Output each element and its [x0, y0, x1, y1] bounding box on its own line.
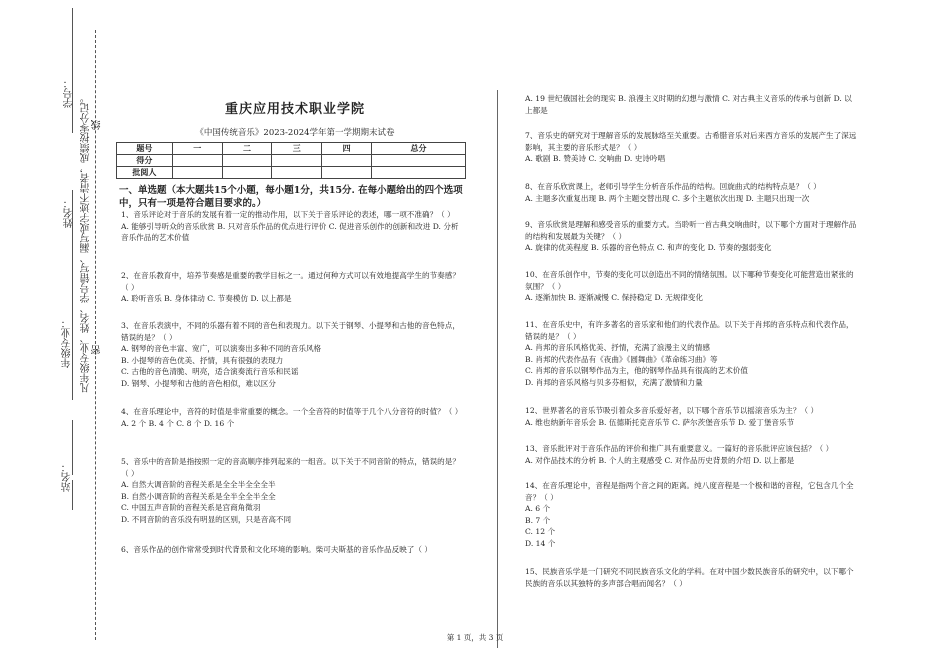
question-option: B. 肖邦的代表作品有《夜曲》《圆舞曲》《革命练习曲》等 — [525, 354, 718, 364]
question-13 — [525, 443, 857, 466]
score-input-cell[interactable] — [272, 155, 322, 167]
question-option: C. 12 个 — [525, 527, 556, 536]
question-6 — [121, 544, 466, 556]
question-option: A. 主题多次重复出现 B. 两个主题交替出现 C. 多个主题依次出现 D. 主题只出现一次 — [525, 193, 810, 203]
grader-input-cell[interactable] — [172, 167, 222, 179]
question-stem: 9、音乐欣赏是理解和感受音乐的重要方式。当聆听一首古典交响曲时，以下哪个方面对于理解作品的结构和发展最为关键？（ ） — [525, 220, 857, 241]
grader-input-cell[interactable] — [322, 167, 372, 179]
line-mark: 线 — [92, 120, 103, 130]
question-stem: 2、在音乐教育中，培养节奏感是重要的教学目标之一。通过何种方式可以有效地提高学生的节奏感？（ ） — [121, 271, 460, 292]
binding-margin — [0, 0, 112, 672]
question-7 — [525, 130, 857, 165]
score-input-cell[interactable] — [222, 155, 272, 167]
question-stem: 8、在音乐欣赏课上，老师引导学生分析音乐作品的结构。回旋曲式的结构特点是？（ ） — [525, 182, 821, 191]
question-2 — [121, 270, 466, 305]
question-option: D. 不同音阶的音乐没有明显的区别，只是音高不同 — [121, 514, 292, 524]
student-id-label: 学号： — [64, 78, 75, 108]
question-stem: 4、在音乐理论中，音符的时值是非常重要的概念。一个全音符的时值等于几个八分音符的时值？（ ） — [121, 407, 463, 416]
question-stem: 7、音乐史的研究对于理解音乐的发展脉络至关重要。古希腊音乐对后来西方音乐的发展产生了深远影响，其主要的音乐形式是？（ ） — [525, 131, 857, 152]
question-option: A. 对作品技术的分析 B. 个人的主观感受 C. 对作品历史背景的介绍 D. 以上都是 — [525, 455, 795, 465]
question-option: A. 钢琴的音色丰富、宽广，可以演奏出多种不同的音乐风格 — [121, 344, 322, 353]
question-6-options — [525, 93, 857, 116]
question-option: D. 肖邦的音乐风格与贝多芬相似，充满了激情和力量 — [525, 377, 703, 387]
question-12 — [525, 405, 857, 428]
page-footer: 第 1 页，共 3 页 — [446, 633, 504, 642]
school-name: 重庆应用技术职业学院 — [224, 102, 365, 117]
score-table-cell: 题号 — [117, 143, 173, 155]
question-option: B. 自然小调音阶的音程关系是全半全全半全全 — [121, 491, 276, 501]
question-3 — [121, 320, 466, 389]
score-table-cell: 二 — [222, 143, 272, 155]
question-option: A. 肖邦的音乐风格优美、抒情，充满了浪漫主义的情感 — [525, 343, 710, 352]
question-stem: 15、民族音乐学是一门研究不同民族音乐文化的学科。在对中国少数民族音乐的研究中，以下哪个民族的音乐以其独特的多声部合唱而闻名？（ ） — [525, 567, 854, 588]
grader-input-cell[interactable] — [371, 167, 465, 179]
question-option: D. 14 个 — [525, 538, 556, 548]
score-row-label: 得分 — [117, 155, 173, 167]
question-8 — [525, 181, 857, 204]
question-4 — [121, 406, 466, 429]
score-table — [116, 142, 466, 179]
question-option: A. 能够引导听众的音乐欣赏 B. 只对音乐作品的优点进行评价 C. 促进音乐创作的创新和改进 D. 分析音乐作品的艺术价值 — [121, 221, 459, 242]
score-table-cell: 一 — [172, 143, 222, 155]
question-option: C. 古他的音色清脆、明亮，适合演奏流行音乐和民谣 — [121, 367, 299, 376]
grader-input-cell[interactable] — [222, 167, 272, 179]
grader-row-label: 批阅人 — [117, 167, 173, 179]
score-table-cell: 三 — [272, 143, 322, 155]
question-option: A. 自然大调音阶的音程关系是全全半全全全半 — [121, 480, 276, 489]
question-5 — [121, 456, 466, 525]
grader-row — [117, 167, 466, 179]
question-stem: 10、在音乐创作中，节奏的变化可以创造出不同的情绪氛围。以下哪种节奏变化可能营造出紧张的氛围？（ ） — [525, 270, 854, 291]
question-stem: 5、音乐中的音阶是指按照一定的音高顺序排列起来的一组音。以下关于不同音阶的特点，错误的是？（ ） — [121, 457, 460, 478]
question-1 — [121, 209, 466, 244]
question-option: A. 聆听音乐 B. 身体律动 C. 节奏模仿 D. 以上都是 — [121, 294, 292, 303]
student-id-line — [72, 8, 73, 133]
question-option: A. 6 个 — [525, 504, 551, 513]
score-input-cell[interactable] — [322, 155, 372, 167]
exam-title: 《中国传统音乐》2023-2024学年第一学期期末试卷 — [195, 128, 395, 138]
question-stem: 14、在音乐理论中，音程是指两个音之间的距离。纯八度音程是一个极和谐的音程，它包含几个全音？（ ） — [525, 481, 854, 502]
question-stem: 11、在音乐史中，有许多著名的音乐家和他们的代表作品。以下关于肖邦的音乐特点和代表作品，错误的是？（ ） — [525, 320, 854, 341]
grader-input-cell[interactable] — [272, 167, 322, 179]
question-option: A. 歌剧 B. 赞美诗 C. 交响曲 D. 史诗吟唱 — [525, 154, 666, 163]
column-divider — [497, 90, 498, 648]
question-option: A. 逐渐加快 B. 逐渐减慢 C. 保持稳定 D. 无规律变化 — [525, 293, 704, 302]
score-table-header-row — [117, 143, 466, 155]
question-option: D. 钢琴、小提琴和古他的音色相似，难以区分 — [121, 378, 276, 388]
score-row — [117, 155, 466, 167]
school-label: 站名： — [62, 462, 73, 492]
question-stem: 13、音乐批评对于音乐作品的评价和推广具有重要意义。一篇好的音乐批评应该包括？（ ） — [525, 444, 834, 453]
question-option: A. 维也纳新年音乐会 B. 伍德斯托克音乐节 C. 萨尔茨堡音乐节 D. 爱丁堡音乐节 — [525, 417, 795, 427]
question-option: A. 2 个 B. 4 个 C. 8 个 D. 16 个 — [121, 418, 235, 428]
question-stem: 6、音乐作品的创作常常受到时代背景和文化环境的影响。柴可夫斯基的音乐作品反映了（ ） — [121, 545, 432, 554]
question-10 — [525, 269, 857, 304]
score-input-cell[interactable] — [172, 155, 222, 167]
question-stem: 12、世界著名的音乐节吸引着众多音乐爱好者，以下哪个音乐节以摇滚音乐为主？（ ） — [525, 406, 819, 415]
name-label: 姓名： — [64, 198, 75, 228]
question-stem: 1、音乐评论对于音乐的发展有着一定的推动作用，以下关于音乐评论的表述，哪一项不准确？（ ） — [121, 210, 455, 219]
question-14 — [525, 480, 857, 549]
question-option: A. 19 世纪俄国社会的现实 B. 浪漫主义时期的幻想与激情 C. 对古典主义音乐的传承与创新 D. 以上都是 — [525, 94, 852, 115]
score-table-cell: 总分 — [371, 143, 465, 155]
question-11 — [525, 319, 857, 388]
seal-mark: 密 — [92, 345, 103, 355]
section-one-heading: 一、单选题（本大题共15个小题，每小题1分，共15分. 在每小题给出的四个选项中，只有一项是符合题目要求的。） — [119, 185, 463, 209]
question-option: C. 肖邦的音乐以钢琴作品为主，他的钢琴作品具有很高的艺术价值 — [525, 366, 748, 375]
question-option: A. 旋律的优美程度 B. 乐器的音色特点 C. 和声的变化 D. 节奏的强弱变化 — [525, 243, 772, 252]
question-option: C. 中国五声音阶的音程关系是宫商角徵羽 — [121, 503, 261, 512]
seal-notice: 凡年级专业、姓名、学号错写、漏写或字迹不清者，成绩按零分记。 — [81, 93, 92, 393]
question-stem: 3、在音乐表演中，不同的乐器有着不同的音色和表现力。以下关于钢琴、小提琴和古他的音色特点，错误的是？（ ） — [121, 321, 460, 342]
major-label: 年级专业： — [62, 318, 73, 368]
question-9 — [525, 219, 857, 254]
question-15 — [525, 566, 857, 589]
question-option: B. 小提琴的音色优美、抒情，具有很强的表现力 — [121, 355, 284, 365]
score-table-cell: 四 — [322, 143, 372, 155]
score-input-cell[interactable] — [371, 155, 465, 167]
question-option: B. 7 个 — [525, 515, 551, 525]
